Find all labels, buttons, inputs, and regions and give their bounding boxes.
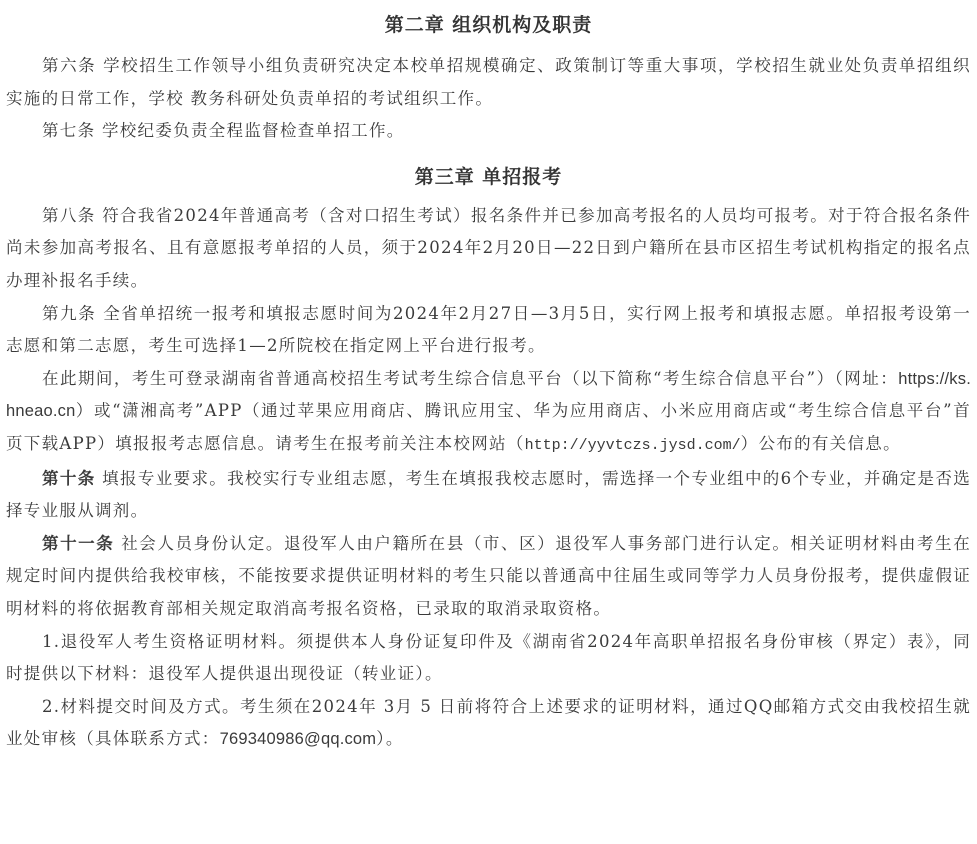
school-website-link[interactable]: http://yyvtczs.jysd.com/ [524, 436, 741, 454]
period-text-2: ）或“潇湘高考”APP（通过苹果应用商店、腾讯应用宝、华为应用商店、小米应用商店或“考生综合信息平台”首页下载APP）填报报考志愿信息。请考生在报考前关注本校网站（ [6, 401, 971, 453]
item-2-end: ）。 [376, 729, 404, 749]
article-10 [6, 463, 971, 528]
article-6: 第六条 学校招生工作领导小组负责研究决定本校单招规模确定、政策制订等重大事项，学校招生就业处负责单招组织实施的日常工作，学校 教务科研处负责单招的考试组织工作。 [6, 56, 971, 108]
item-2 [6, 691, 971, 756]
article-11-label: 第十一条 [42, 533, 115, 553]
chapter-3-title: 第三章 单招报考 [414, 165, 563, 188]
article-9: 第九条 全省单招统一报考和填报志愿时间为2024年2月27日—3月5日，实行网上报考和填报志愿。单招报考设第一志愿和第二志愿，考生可选择1—2所院校在指定网上平台进行报考。 [6, 303, 971, 356]
platform-url-link[interactable]: https://ks.hneao.cn [6, 369, 971, 421]
period-text-3: ）公布的有关信息。 [740, 433, 901, 453]
article-10-text: 填报专业要求。我校实行专业组志愿，考生在填报我校志愿时，需选择一个专业组中的6个专业，并确定是否选择专业服从调剂。 [6, 468, 971, 521]
article-10-label: 第十条 [42, 468, 96, 488]
period-text-1: 在此期间，考生可登录湖南省普通高校招生考试考生综合信息平台（以下简称“考生综合信息平台”）（网址： [42, 368, 899, 388]
article-8: 第八条 符合我省2024年普通高考（含对口招生考试）报名条件并已参加高考报名的人员均可报考。对于符合报名条件尚未参加高考报名、且有意愿报考单招的人员，须于2024年2月20日—22日到户籍所在县市区招生考试机构指定的报名点办理补报名手续。 [6, 205, 971, 290]
chapter-2-title: 第二章 组织机构及职责 [384, 14, 593, 36]
contact-email-link[interactable]: 769340986@qq.com [219, 730, 377, 749]
registration-period-paragraph [6, 363, 971, 463]
item-2-text: 2.材料提交时间及方式。考生须在2024年 3月 5 日前将符合上述要求的证明材料，通过QQ邮箱方式交由我校招生就业处审核（具体联系方式： [6, 696, 971, 749]
article-11-text: 社会人员身份认定。退役军人由户籍所在县（市、区）退役军人事务部门进行认定。相关证明材料由考生在规定时间内提供给我校审核，不能按要求提供证明材料的考生只能以普通高中往届生或同等学力人员身份报考，提供虚假证明材料的将依据教育部相关规定取消高考报名资格，已录取的取消录取资格。 [6, 533, 971, 618]
article-11 [6, 528, 971, 626]
item-1: 1.退役军人考生资格证明材料。须提供本人身份证复印件及《湖南省2024年高职单招报名身份审核（界定）表》，同时提供以下材料：退役军人提供退出现役证（转业证）。 [6, 631, 971, 684]
article-7: 第七条 学校纪委负责全程监督检查单招工作。 [42, 121, 405, 141]
